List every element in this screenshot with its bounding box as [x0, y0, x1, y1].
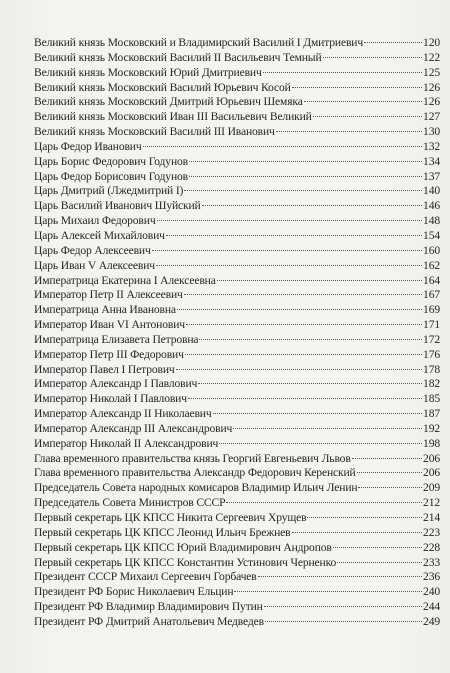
toc-entry-title: Великий князь Московский Иван III Васильевич Великий: [34, 110, 312, 124]
toc-entry-page-number: 240: [423, 585, 440, 599]
toc-entry-page-number: 198: [423, 436, 440, 450]
toc-entry: [34, 600, 440, 615]
toc-entry-title: Великий князь Московский Василий II Васильевич Темный: [34, 50, 322, 64]
toc-entry-page-number: 154: [423, 228, 440, 242]
toc-entry: [34, 615, 440, 630]
toc-entry-page-number: 236: [423, 570, 440, 584]
toc-entry-page-number: 160: [423, 243, 440, 257]
toc-entry-title: Императрица Елизавета Петровна: [34, 332, 199, 346]
toc-entry-title: Император Александр II Николаевич: [34, 407, 212, 421]
toc-entry: [34, 466, 440, 481]
dot-leader: [304, 101, 422, 102]
toc-entry: [34, 585, 440, 600]
dot-leader: [198, 383, 422, 384]
toc-entry: [34, 184, 440, 199]
dot-leader: [186, 324, 422, 325]
toc-entry: [34, 288, 440, 303]
toc-entry-page-number: 137: [423, 169, 440, 183]
dot-leader: [213, 413, 423, 414]
toc-entry: [34, 363, 440, 378]
toc-entry: [34, 377, 440, 392]
toc-entry-title: Император Петр III Федорович: [34, 347, 184, 361]
toc-entry-title: Царь Алексей Михайлович: [34, 228, 165, 242]
dot-leader: [176, 369, 422, 370]
toc-entry: [34, 556, 440, 571]
dot-leader: [177, 309, 422, 310]
dot-leader: [188, 398, 422, 399]
toc-entry: [34, 541, 440, 556]
dot-leader: [313, 116, 422, 117]
toc-entry: [34, 81, 440, 96]
toc-entry: [34, 318, 440, 333]
toc-entry-page-number: 178: [423, 362, 440, 376]
toc-entry-page-number: 206: [423, 451, 440, 465]
dot-leader: [307, 517, 422, 518]
toc-entry-title: Председатель Совета народных комисаров Владимир Ильич Ленин: [34, 481, 358, 495]
toc-entry: [34, 170, 440, 185]
dot-leader: [292, 532, 423, 533]
toc-entry-page-number: 167: [423, 288, 440, 302]
dot-leader: [323, 57, 423, 58]
dot-leader: [226, 502, 422, 503]
toc-entry-title: Президент РФ Борис Николаевич Ельцин: [34, 585, 234, 599]
dot-leader: [156, 265, 422, 266]
toc-entry-page-number: 187: [423, 407, 440, 421]
toc-entry: [34, 570, 440, 585]
toc-entry: [34, 348, 440, 363]
toc-entry-title: Император Александр I Павлович: [34, 377, 198, 391]
toc-entry-page-number: 223: [423, 525, 440, 539]
toc-entry: [34, 36, 440, 51]
toc-entry-title: Великий князь Московский Юрий Дмитриевич: [34, 65, 262, 79]
dot-leader: [199, 339, 422, 340]
dot-leader: [337, 562, 422, 563]
toc-entry: [34, 422, 440, 437]
dot-leader: [292, 87, 422, 88]
toc-entry: [34, 51, 440, 66]
toc-entry-title: Глава временного правительства Александр Федорович Керенский: [34, 466, 356, 480]
dot-leader: [258, 576, 422, 577]
toc-entry: [34, 155, 440, 170]
dot-leader: [263, 72, 422, 73]
toc-entry: [34, 95, 440, 110]
dot-leader: [357, 472, 422, 473]
dot-leader: [264, 606, 422, 607]
toc-entry-page-number: 214: [423, 511, 440, 524]
toc-entry-title: Император Николай I Павлович: [34, 392, 187, 406]
dot-leader: [352, 458, 422, 459]
toc-entry: [34, 333, 440, 348]
toc-entry: [34, 140, 440, 155]
toc-entry: [34, 214, 440, 229]
toc-entry-page-number: 126: [423, 80, 440, 94]
toc-entry-title: Императрица Анна Ивановна: [34, 303, 176, 317]
dot-leader: [219, 443, 422, 444]
toc-entry-title: Президент РФ Владимир Владимирович Путин: [34, 600, 263, 614]
toc-entry-title: Царь Дмитрий (Лжедмитрий I): [34, 184, 184, 198]
toc-entry-title: Первый секретарь ЦК КПСС Никита Сергеевич Хрущев: [34, 511, 307, 524]
toc-entry-page-number: 172: [423, 332, 440, 346]
dot-leader: [233, 428, 422, 429]
dot-leader: [234, 591, 422, 592]
toc-entry-title: Председатель Совета Министров СССР: [34, 496, 226, 510]
toc-entry-page-number: 171: [423, 318, 440, 332]
toc-entry: [34, 244, 440, 259]
toc-entry-title: Царь Федор Алексеевич: [34, 243, 151, 257]
dot-leader: [202, 205, 422, 206]
toc-entry-title: Императрица Екатерина I Алексеевна: [34, 273, 216, 287]
dot-leader: [265, 621, 422, 622]
toc-entry-page-number: 185: [423, 392, 440, 406]
toc-entry: [34, 125, 440, 140]
toc-entry-title: Великий князь Московский Василий III Иванович: [34, 125, 275, 139]
dot-leader: [185, 354, 422, 355]
toc-entry-title: Первый секретарь ЦК КПСС Константин Устинович Черненко: [34, 555, 337, 569]
dot-leader: [157, 220, 423, 221]
dot-leader: [152, 250, 422, 251]
toc-entry-title: Великий князь Московский Василий Юрьевич Косой: [34, 80, 291, 94]
toc-entry-page-number: 176: [423, 347, 440, 361]
toc-entry-title: Царь Борис Федорович Годунов: [34, 154, 188, 168]
dot-leader: [143, 146, 423, 147]
toc-entry-title: Император Павел I Петрович: [34, 362, 175, 376]
toc-entry-page-number: 130: [423, 125, 440, 139]
toc-entry: [34, 259, 440, 274]
dot-leader: [189, 161, 422, 162]
toc-entry-title: Император Николай II Александрович: [34, 436, 219, 450]
toc-entry: [34, 274, 440, 289]
toc-entry-title: Царь Иван V Алексеевич: [34, 258, 155, 272]
toc-entry-page-number: 146: [423, 199, 440, 213]
toc-entry: [34, 437, 440, 452]
toc-entry-title: Царь Федор Борисович Годунов: [34, 169, 188, 183]
dot-leader: [333, 547, 422, 548]
toc-entry-page-number: 134: [423, 154, 440, 168]
dot-leader: [184, 294, 422, 295]
toc-entry-page-number: 192: [423, 421, 440, 435]
toc-entry-title: Царь Михаил Федорович: [34, 214, 156, 228]
dot-leader: [358, 487, 422, 488]
toc-entry-page-number: 169: [423, 303, 440, 317]
toc-entry-title: Президент РФ Дмитрий Анатольевич Медведев: [34, 614, 264, 628]
toc-entry-title: Великий князь Московский Дмитрий Юрьевич Шемяка: [34, 95, 303, 109]
toc-entry-page-number: 206: [423, 466, 440, 480]
toc-entry: [34, 392, 440, 407]
dot-leader: [364, 42, 422, 43]
toc-entry-page-number: 244: [423, 600, 440, 614]
toc-entry-page-number: 126: [423, 95, 440, 109]
toc-entry-page-number: 212: [423, 496, 440, 510]
toc-entry-page-number: 209: [423, 481, 440, 495]
toc-entry-page-number: 148: [423, 214, 440, 228]
dot-leader: [184, 190, 422, 191]
toc-entry-page-number: 122: [423, 50, 440, 64]
toc-entry: [34, 199, 440, 214]
toc-entry-title: Первый секретарь ЦК КПСС Юрий Владимирович Андропов: [34, 540, 332, 554]
toc-entry: [34, 229, 440, 244]
toc-entry: [34, 511, 440, 526]
toc-entry: [34, 496, 440, 511]
toc-entry-page-number: 162: [423, 258, 440, 272]
toc-entry-page-number: 125: [423, 65, 440, 79]
toc-entry: [34, 110, 440, 125]
toc-entry-page-number: 164: [423, 273, 440, 287]
toc-entry-title: Первый секретарь ЦК КПСС Леонид Ильич Брежнев: [34, 525, 291, 539]
toc-entry-title: Император Александр III Александрович: [34, 421, 233, 435]
toc-entry-title: Император Петр II Алексеевич: [34, 288, 183, 302]
toc-entry: [34, 481, 440, 496]
toc-entry-page-number: 132: [423, 139, 440, 153]
toc-entry-page-number: 140: [423, 184, 440, 198]
toc-entry-title: Император Иван VI Антонович: [34, 318, 185, 332]
dot-leader: [217, 280, 422, 281]
toc-entry: [34, 303, 440, 318]
toc-entry-page-number: 127: [423, 110, 440, 124]
toc-entry-page-number: 182: [423, 377, 440, 391]
toc-entry: [34, 407, 440, 422]
toc-entry-title: Царь Василий Иванович Шуйский: [34, 199, 201, 213]
toc-entry-title: Царь Федор Иванович: [34, 139, 142, 153]
toc-entry: [34, 66, 440, 81]
toc-entry-page-number: 233: [423, 555, 440, 569]
dot-leader: [276, 131, 422, 132]
toc-entry-title: Глава временного правительства князь Георгий Евгеньевич Львов: [34, 451, 351, 465]
toc-entry-page-number: 249: [423, 614, 440, 628]
toc-entry: [34, 526, 440, 541]
toc-entry-page-number: 228: [423, 540, 440, 554]
dot-leader: [166, 235, 422, 236]
toc-entry-title: Великий князь Московский и Владимирский Василий I Дмитриевич: [34, 36, 364, 49]
toc-entry: [34, 452, 440, 467]
toc-entry-page-number: 120: [423, 36, 440, 49]
dot-leader: [189, 176, 422, 177]
table-of-contents: [34, 36, 440, 630]
toc-entry-title: Президент СССР Михаил Сергеевич Горбачев: [34, 570, 257, 584]
